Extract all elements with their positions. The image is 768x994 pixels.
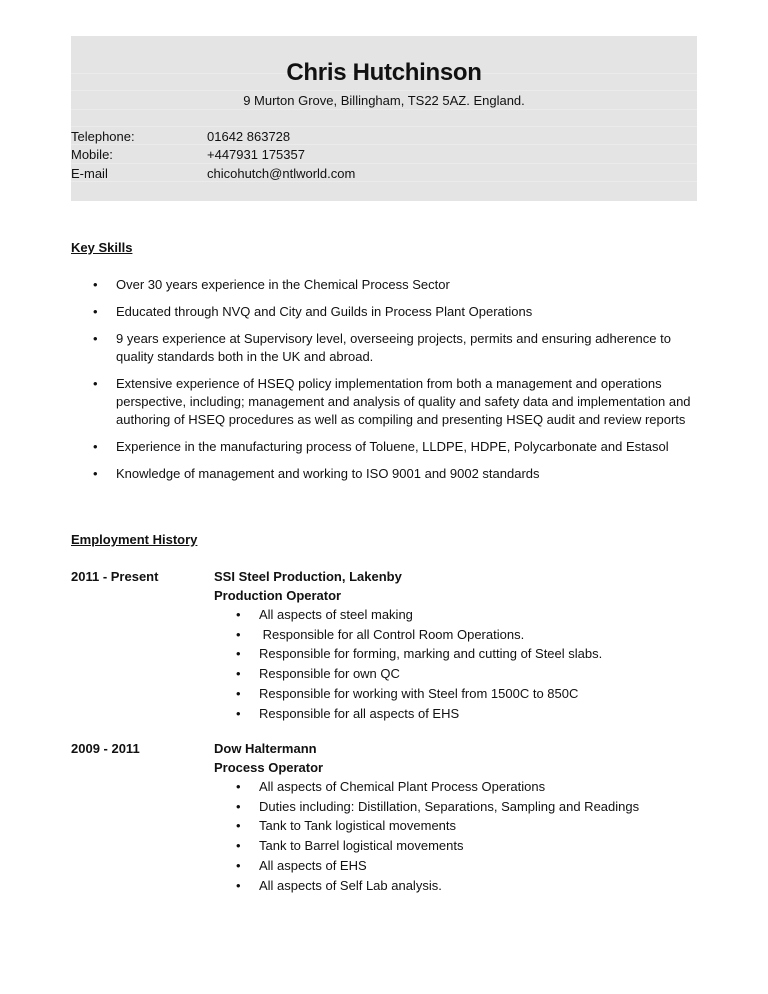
list-item: • Responsible for all Control Room Operations. <box>214 625 602 645</box>
list-item: • All aspects of Chemical Plant Process Operations <box>214 777 639 797</box>
job-company: Dow Haltermann <box>214 741 317 756</box>
job-period: 2009 - 2011 <box>71 741 140 756</box>
employment-history-heading: Employment History <box>71 532 198 547</box>
bullet-icon: • <box>236 646 241 662</box>
bullet-icon: • <box>93 375 98 391</box>
list-item: • Responsible for working with Steel from 1500C to 850C <box>214 684 602 704</box>
telephone-value: 01642 863728 <box>207 129 291 144</box>
list-item: • Responsible for all aspects of EHS <box>214 704 602 724</box>
list-item: • Tank to Tank logistical movements <box>214 816 639 836</box>
bullet-icon: • <box>236 607 241 622</box>
bullet-icon: • <box>236 779 241 794</box>
list-item: • All aspects of EHS <box>214 856 639 876</box>
candidate-name: Chris Hutchinson <box>286 59 482 86</box>
email-value: chicohutch@ntlworld.com <box>207 166 356 181</box>
bullet-icon: • <box>93 303 98 319</box>
bullet-icon: • <box>93 439 98 455</box>
list-item: • Experience in the manufacturing process of Toluene, LLDPE, HDPE, Polycarbonate and Estasol <box>71 438 711 456</box>
bullet-icon: • <box>236 857 241 873</box>
candidate-address: 9 Murton Grove, Billingham, TS22 5AZ. England. <box>243 93 525 108</box>
key-skills-heading: Key Skills <box>71 240 133 255</box>
bullet-icon: • <box>236 685 241 701</box>
bullet-icon: • <box>93 465 98 481</box>
bullet-icon: • <box>236 798 241 814</box>
list-item: • All aspects of Self Lab analysis. <box>214 876 639 896</box>
bullet-icon: • <box>236 838 241 854</box>
list-item: • Over 30 years experience in the Chemical Process Sector <box>71 276 711 294</box>
list-item: • Extensive experience of HSEQ policy implementation from both a management and operations perspective, including; management and analysis of quality and safety data and implementation and authoring of HSEQ procedures as well as compiling and presenting HSEQ audit and review reports <box>93 375 691 428</box>
list-item: • Tank to Barrel logistical movements <box>214 836 639 856</box>
list-item: • Knowledge of management and working to ISO 9001 and 9002 standards <box>71 465 711 483</box>
bullet-icon: • <box>93 330 98 346</box>
bullet-icon: • <box>236 626 241 642</box>
bullet-icon: • <box>236 705 241 721</box>
job-company: SSI Steel Production, Lakenby <box>214 569 402 584</box>
bullet-icon: • <box>236 877 241 893</box>
job-duties-list <box>214 777 639 895</box>
list-item: • Responsible for forming, marking and cutting of Steel slabs. <box>214 644 602 664</box>
contact-label: Telephone: <box>71 129 135 144</box>
bullet-icon: • <box>236 818 241 834</box>
job-period: 2011 - Present <box>71 569 159 584</box>
contact-label: Mobile: <box>71 147 113 162</box>
list-item: • All aspects of steel making <box>214 605 602 625</box>
job-role: Process Operator <box>214 760 324 775</box>
list-item: • Responsible for own QC <box>214 664 602 684</box>
list-item: • Educated through NVQ and City and Guilds in Process Plant Operations <box>71 303 711 321</box>
job-duties-list <box>214 605 602 723</box>
mobile-value: +447931 175357 <box>207 147 305 162</box>
bullet-icon: • <box>93 277 98 292</box>
job-role: Production Operator <box>214 588 342 603</box>
list-item: • Duties including: Distillation, Separations, Sampling and Readings <box>214 797 639 817</box>
list-item: • 9 years experience at Supervisory level, overseeing projects, permits and ensuring adherence to quality standards both in the UK and abroad. <box>93 330 671 364</box>
bullet-icon: • <box>236 666 241 682</box>
contact-label: E-mail <box>71 166 108 181</box>
key-skills-list <box>71 276 711 492</box>
